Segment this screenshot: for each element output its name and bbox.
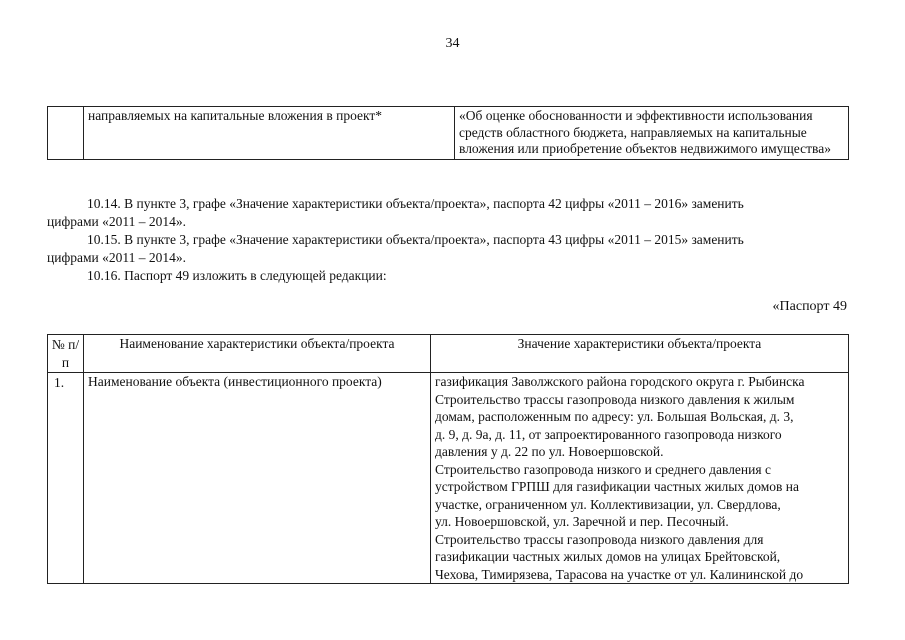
table-row <box>48 107 849 160</box>
table-cell-characteristic: направляемых на капитальные вложения в проект* <box>84 107 455 160</box>
value-line: газификации частных жилых домов на улицах Брейтовской, <box>435 549 781 564</box>
table-header-row <box>48 335 849 373</box>
value-line: Строительство газопровода низкого и среднего давления с <box>435 461 771 477</box>
table-cell-value: «Об оценке обоснованности и эффективности использования средств областного бюджета, направляемых на капитальные вложения или приобретение объектов недвижимого имущества» <box>455 107 849 160</box>
row-value <box>431 373 849 584</box>
paragraph-first-line: 10.15. В пункте 3, графе «Значение характеристики объекта/проекта», паспорта 43 цифры «2011 – 2015» заменить <box>87 232 744 247</box>
row-number: 1. <box>48 373 84 584</box>
value-line: давления у д. 22 по ул. Новоершовской. <box>435 444 664 459</box>
paragraph-continuation: цифрами «2011 – 2014». <box>47 250 186 265</box>
paragraph-first-line: 10.16. Паспорт 49 изложить в следующей редакции: <box>87 268 387 283</box>
row-characteristic: Наименование объекта (инвестиционного проекта) <box>84 373 431 584</box>
value-line: Чехова, Тимирязева, Тарасова на участке от ул. Калининской до <box>435 566 804 582</box>
table-cell-empty <box>48 107 84 160</box>
paragraph-10-14 <box>47 195 847 231</box>
header-characteristic: Наименование характеристики объекта/проекта <box>84 335 431 373</box>
header-value: Значение характеристики объекта/проекта <box>431 335 849 373</box>
value-line: устройством ГРПШ для газификации частных жилых домов на <box>435 479 800 494</box>
paragraph-first-line: 10.14. В пункте 3, графе «Значение характеристики объекта/проекта», паспорта 42 цифры «2011 – 2016» заменить <box>87 196 744 211</box>
header-number: № п/п <box>48 335 84 373</box>
value-line: Строительство трассы газопровода низкого давления для <box>435 531 764 547</box>
continuation-table <box>47 106 849 160</box>
value-line: домам, расположенным по адресу: ул. Большая Вольская, д. 3, <box>435 409 794 424</box>
value-line: газификация Заволжского района городского округа г. Рыбинска <box>435 374 805 389</box>
paragraph-continuation: цифрами «2011 – 2014». <box>47 214 186 229</box>
value-line: Строительство трассы газопровода низкого давления к жилым <box>435 391 795 407</box>
passport-table <box>47 334 849 584</box>
value-line: участке, ограниченном ул. Коллективизации, ул. Свердлова, <box>435 496 781 512</box>
page-number: 34 <box>445 36 460 51</box>
table-row <box>48 373 849 584</box>
paragraph-10-15 <box>47 231 847 267</box>
value-line: ул. Новоершовской, ул. Заречной и пер. Песочный. <box>435 514 729 529</box>
paragraph-10-16 <box>47 267 847 285</box>
passport-label: «Паспорт 49 <box>772 299 847 314</box>
value-line: д. 9, д. 9а, д. 11, от запроектированного газопровода низкого <box>435 426 782 442</box>
